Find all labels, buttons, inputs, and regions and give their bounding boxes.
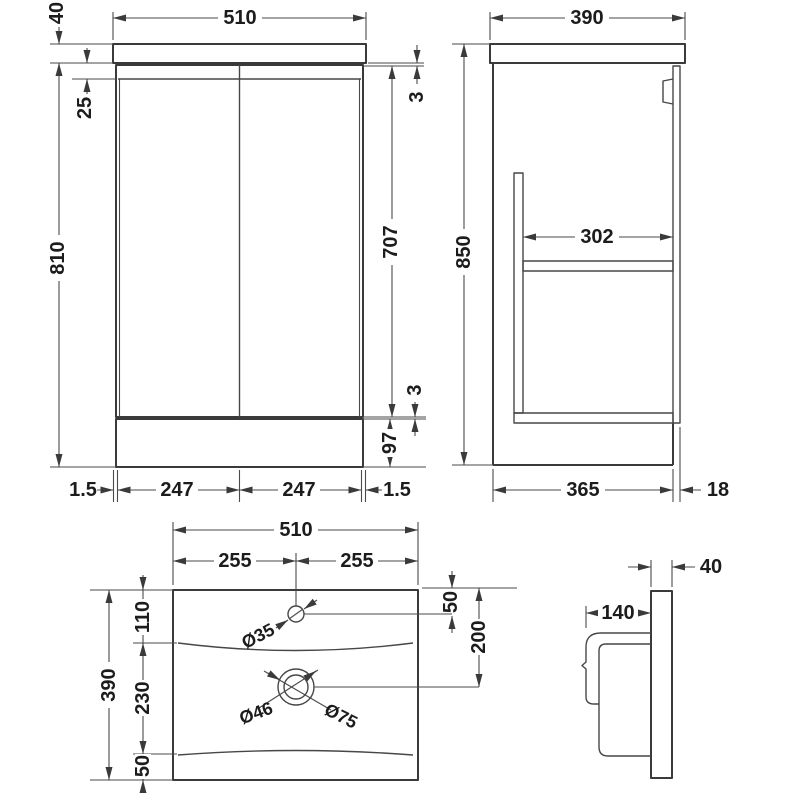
front-elevation-outline [113, 44, 366, 467]
bowl-inner-profile [599, 644, 651, 756]
tap-hole-dia-label: Ø35 [238, 619, 278, 653]
dim-worktop-to-door: 25 [74, 96, 96, 120]
dim-centre-right: 255 [340, 550, 374, 572]
dim-shelf-depth: 302 [580, 226, 614, 248]
dim-total-height: 850 [453, 235, 475, 269]
dim-edge-thickness: 40 [699, 556, 723, 578]
front-elevation-dimensions [46, 2, 428, 502]
basin-front-contour [178, 751, 413, 756]
dim-base-depth: 365 [566, 479, 600, 501]
dim-back-zone: 110 [132, 600, 154, 634]
basin-plan-callouts [237, 600, 361, 733]
side-elevation-outline [490, 44, 685, 465]
dim-edge-left: 1.5 [69, 479, 97, 501]
worktop-side [490, 44, 685, 63]
basin-plan-view [90, 519, 517, 793]
dim-tap-setback: 50 [440, 590, 462, 614]
dim-centre-left: 255 [218, 550, 252, 572]
side-elevation-view [452, 7, 729, 502]
dim-bowl-depth: 140 [601, 602, 635, 624]
dim-door-right-width: 247 [282, 479, 316, 501]
dim-gap-bottom: 3 [404, 384, 426, 396]
dim-side-depth: 390 [570, 7, 604, 29]
dim-bowl-zone: 230 [132, 681, 154, 715]
dim-cabinet-height: 810 [47, 241, 69, 275]
dim-door-height: 707 [380, 225, 402, 259]
dim-door-left-width: 247 [160, 479, 194, 501]
leader-chord [289, 609, 303, 619]
plinth-front [116, 419, 363, 467]
dim-gap-top: 3 [406, 91, 428, 103]
waste-inner-dia-label: Ø46 [236, 697, 276, 729]
dim-basin-depth: 390 [98, 668, 120, 702]
dim-tap-to-waste: 200 [468, 620, 490, 654]
door-side-profile [673, 66, 680, 423]
dim-door-thickness: 18 [706, 479, 730, 501]
front-elevation-view [46, 2, 428, 502]
leader-arrow [268, 673, 280, 680]
leader-arrow [304, 600, 317, 609]
worktop-front [113, 44, 366, 63]
dim-front-zone: 50 [132, 754, 154, 778]
basin-profile-view [582, 556, 722, 778]
door-handle-recess [663, 79, 673, 104]
dim-front-width: 510 [223, 7, 257, 29]
back-panel [514, 173, 523, 413]
cabinet-base-panel [514, 413, 673, 423]
basin-plan-dimensions [90, 519, 517, 793]
dim-worktop-thickness: 40 [46, 1, 68, 25]
dim-basin-width: 510 [279, 519, 313, 541]
leader-arrow [276, 620, 288, 628]
waste-outer-dia-label: Ø75 [321, 699, 361, 733]
dim-edge-right: 1.5 [383, 479, 411, 501]
dim-plinth-height: 97 [379, 431, 401, 455]
basin-back-contour [178, 643, 413, 651]
internal-shelf [523, 261, 673, 271]
basin-edge-slab [651, 591, 672, 778]
